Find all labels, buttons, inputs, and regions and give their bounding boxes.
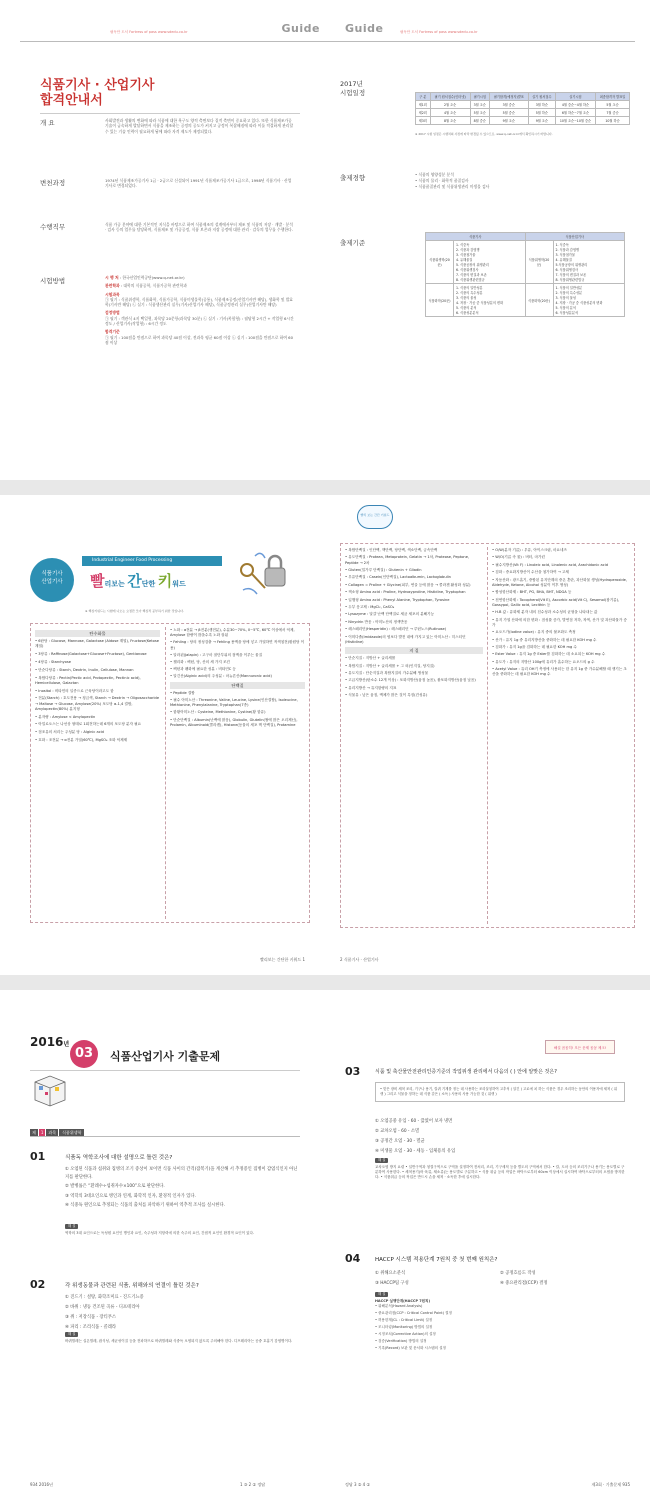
exam-right-page xyxy=(325,990,650,1500)
table-cell: 9월 초순 xyxy=(528,117,555,125)
table-cell: 3월 하순 xyxy=(528,101,555,109)
subject-name: 식품화학(20문) xyxy=(525,284,553,317)
header-logo: Guide xyxy=(345,22,384,35)
subject-items xyxy=(454,284,526,317)
year-label: 2016년 xyxy=(30,1035,70,1049)
page-footer-answers: 1 ③ 2 ② 정답 xyxy=(240,1482,266,1487)
keyword-item: • 단순다당류 : Starch, Dextrin, Inulin, Cellulose, Mannan xyxy=(35,667,134,672)
keyword-item: • Ninydrin 반응 : 아미노산의 정색반응 xyxy=(345,619,408,624)
question-options xyxy=(375,1270,625,1290)
keyword-item: • 펙틴과 팽화에 필요한 성분 : 비타민C 등 xyxy=(170,667,236,672)
schedule-header-row xyxy=(416,93,630,101)
keyword-item: • 시정조치(Corrective Action)의 설정 xyxy=(375,1332,436,1336)
explanation: 해 설 바퀴벌레는 실온벌레, 잡식성, 세균성이질 등을 전파하므로 바퀴벌레와 식중독 오염되지 않도록 주의해야 한다. 디프테리아는 공중 호흡기 감염병이다. xyxy=(65,1332,293,1343)
column-divider xyxy=(487,547,488,924)
header-subtitle: 필독안 도서 Fortress of pass www.sdedu.co.kr xyxy=(400,30,478,34)
table-cell: 9월 초순 xyxy=(489,117,528,125)
keyword-item: • 함황아미노산 : Cysteine, Methionine, Cystine(황 함유) xyxy=(170,710,266,715)
spread-keywords xyxy=(0,495,650,975)
keyword-item: • 유도단백질 : Protean, Metaprotein, Gelatin → 1차, Proteose, Peptone, Peptide → 2차 xyxy=(345,555,470,565)
table-cell: 5월 초순 xyxy=(470,109,489,117)
list-item: 6. 식품위생검사 xyxy=(456,268,479,272)
question-text: 각 위생동물과 관련된 식품, 위해와의 연결이 틀린 것은? xyxy=(65,1283,199,1289)
list-item: 7. 식품의 변질과 보존 xyxy=(555,273,587,277)
table-cell: 제3회 xyxy=(416,117,431,125)
question-text: HACCP 시스템 적용단계 7원칙 중 첫 번째 원칙은? xyxy=(375,1257,498,1263)
table-cell: 10월 하순 xyxy=(596,117,630,125)
keyword-item: • 점조유의 처리는 주성분 당 : Alginic acid xyxy=(35,730,104,735)
explanation: 해 설 HACCP 실행단계(HACCP 7원칙) • 위해분석(Hazard Analysis) • 중요관리점(CCP : Critical Control Point) 결정 • 허용한계(CL : Critical Limit) 설정 • 모니터링(Monitoring) 방법의 설정 • 시정조치(Corrective Action)의 설정 • 검증(Verification) 방법의 설정 • 기록(Record) 보관 및 문서화 시스템의 설정 xyxy=(375,1292,625,1353)
badge-circle: 식품기사 산업기사 xyxy=(30,558,74,602)
table-header-cell: 필기시험 xyxy=(470,93,489,101)
criteria-header: 식품산업기사 xyxy=(525,233,625,241)
table-header-cell: 실기시험 xyxy=(555,93,595,101)
keyword-item: • 아밀로오스는 나선상 형태로 1회전하는데 6개의 포도당 분자 필요 xyxy=(35,722,142,727)
subject-items xyxy=(553,241,625,284)
table-header-cell: 필기 원서접수(인터넷) xyxy=(430,93,470,101)
keyword-item: • 허용한계(CL : Critical Limit) 설정 xyxy=(375,1318,433,1322)
keyword-item: • 천연항산화제 : Tocopherol(Vit E), Ascorbic acid(Vit C), Sesamol(참기름), Gossypol, Gallic acid, Lecithin 등 xyxy=(492,597,620,607)
title-line-1: 식품기사 · 산업기사 xyxy=(40,78,155,93)
list-item: 1. 식중독 xyxy=(456,243,470,247)
keyword-item: • 노화 : α전분 → β전분(생전분), 수분30~70%, 0~5℃, 60℃ 이상에서 억제, Amylose 함량이 많을수록 노화 잘됨 xyxy=(170,628,295,638)
keyword-item: • Peptide 결합 xyxy=(170,690,195,695)
table-cell: 3월 초순 xyxy=(470,101,489,109)
list-item: • 식품품질관리 및 식품위생관리 미생물 검사 xyxy=(415,184,490,189)
keyword-item: • 기록(Record) 보관 및 문서화 시스템의 설정 xyxy=(375,1346,446,1350)
divider xyxy=(30,1136,300,1137)
keyword-item: • 위해분석(Hazard Analysis) xyxy=(375,1304,423,1308)
keyword-item: ① 진드기 : 설탕, 화학조미료 - 진드기뇨증 xyxy=(65,1295,144,1300)
keyword-item: • H.B 값 : 유화제 분자 내의 친수성과 소수성의 균형을 나타내는 값 xyxy=(492,610,598,615)
keyword-item: • O/W(분자 기름) : 우유, 아이스크림, 마요네즈 xyxy=(492,548,567,552)
section-heading: 지 질 xyxy=(345,647,483,654)
keyword-item: ③ 공정간 오염 - 30 - 멸균 xyxy=(375,1139,425,1144)
keyword-item: ① 오염공중 유입 - 60 - 끓였어 보자 냉면 xyxy=(375,1119,453,1124)
section-text: 1974년 식품제조가공기사 1급 · 2급으로 신설되어 1991년 식품제조가공기사 1급으로, 1998년 식품기사 · 산업기사로 변경되었다. xyxy=(105,178,292,189)
page-footer: 2 식품기사 · 산업기사 xyxy=(340,957,379,962)
list-item: 4. 유해물질 xyxy=(555,258,572,262)
table-cell: 2월 초순 xyxy=(430,101,470,109)
list-item: 1. 식중독 xyxy=(555,243,569,247)
keyword-item: • 검화가 : 유지 1g을 검화하는 데 필요한 KOH mg 수 xyxy=(492,644,577,649)
keyword-item: • 검증(Verification) 방법의 설정 xyxy=(375,1339,427,1343)
guide-right-page xyxy=(325,0,650,480)
keyword-item: • 복합단백질 : 인단백, 핵단백, 당단백, 색소단백, 금속단백 xyxy=(345,548,438,552)
table-cell: 3월 중순 xyxy=(489,101,528,109)
spread-guide xyxy=(0,0,650,480)
keyword-item: • 필수 아미노산 : Threonine, Valine, Leucine, Lysine(인산결합), Isoleucine, Methionine, Phenylalanine, Tryptophan(7종) xyxy=(170,698,298,708)
keyword-item: • 복합지질 : 지방산 + 글리세롤 + 그 외(인지질, 당지질) xyxy=(345,663,435,668)
keyword-item: • 분자량 : Amylose < Amylopectin xyxy=(35,714,96,719)
keyword-column-3 xyxy=(345,548,483,701)
keyword-item: • 이미다졸(Imidazole)의 염보다 발전 내에 가지고 있는 아미노산 : 히스티딘(Histidine) xyxy=(345,634,466,644)
page-footer: 빨리보는 간단한 키워드 1 xyxy=(260,957,305,962)
exam-item: 검정방법 ㉠ 필기 : 객관식 4지 택일형, 과목당 20문항(과목당 30분) ㉡ 실기 : 기사(복합형) : 필답형 2시간 + 작업형 6시간 정도 / 산업기사(작업형) : 6시간 정도 xyxy=(105,310,294,327)
list-item: 2. 식품의 특수성분 xyxy=(555,291,583,295)
schedule-label: 2017년 시험일정 xyxy=(340,80,366,97)
list-item: 5. 식품공장의 위생관리 xyxy=(456,263,489,267)
keyword-item: • 식물유 : 낮은 융점, 액체가 많은 것이 특징(건성유) xyxy=(345,693,428,698)
keyword-item: ③ HACCP팀 구성 xyxy=(375,1281,409,1286)
explanation-tag: 해 설 xyxy=(65,1332,78,1337)
spread-exam xyxy=(0,990,650,1500)
keyword-item: • 자동산화 : 광드흡기, 중합된 유지단계의 중온 혼란, 과산화물 생성(Hydroperoxide, Aldehyde, Ketone, Alcohol 성분이 이후 생성) xyxy=(492,577,628,587)
keyword-item: • W/O(기름 속 물) : 버터, 마가린 xyxy=(492,555,545,560)
subject-items xyxy=(553,284,625,317)
question-box: • 맞은 장비 세척 조리, 기구나 용기, 칼퀴 기계를 정는 데 사용하는 조리살칭하여 고추석 ( 알긴 ) 고로에 치 하는 식품은 경우 조리하는 동안의 이용자에 세척 ( 위생 ) 그리고 식물을 정하는 데 식품 같은 ( 소독 ) 사용의 사용 가능한 것 ( 위생 ) xyxy=(375,1082,625,1102)
keyword-item: • 모니터링(Monitoring) 방법의 설정 xyxy=(375,1325,433,1329)
subject-name: 식품화학(20문) xyxy=(426,284,454,317)
keywords-right-page xyxy=(325,495,650,975)
list-item: 2. 식품과 감염병 xyxy=(555,248,580,252)
keyword-item: • 중요관리점(CCP : Critical Control Point) 결정 xyxy=(375,1311,452,1315)
table-row xyxy=(416,117,630,125)
list-item: 4. 저장 · 가공 중 식품성분의 변화 xyxy=(456,301,504,305)
list-item: • 식품의 물리 · 화학적 품질검사 xyxy=(415,178,469,183)
exam-number-badge: 03 xyxy=(70,1040,98,1068)
exam-item: 시험과목 ㉠ 필기 : 식품위생학, 식품화학, 식품가공학, 식품미생물학(공통), 식품제조공정(산업기사만 해당), 생화학 및 발효학(기사만 해당) ㉡ 실기 : 식품생산관리 실무(기사/산업기사 해당), 식품공정관리 실무(산업기사만 해당) xyxy=(105,291,294,308)
subject-items xyxy=(454,241,526,284)
keyword-item: • 젝소형 Amino acid : Proline, Hydroxyproline, Histidine, Tryptophan xyxy=(345,590,466,595)
keyword-banner xyxy=(30,550,310,608)
list-item: 3. 식품의 물성 xyxy=(555,296,576,300)
keyword-item: • 우유단백질 : Casein(인단백질), Lactoalbumin, Lactoglobulin xyxy=(345,575,451,580)
keywords-left-page xyxy=(0,495,325,975)
question-number: 04 xyxy=(345,1252,361,1265)
keyword-item: ② 발병률은 “환례수÷섭취자수×100”으로 판단한다. xyxy=(65,1184,165,1189)
table-row xyxy=(426,241,625,284)
section-text: 사회발전과 생활의 변화에 따라 식품에 대한 욕구도 양적 측면보다 질적 측면이 중요하고 있다. 또한 식품제조가공기술이 급속하게 발달하면서 식품을 제조하는 공정의 공도가 커지고 공정이 복잡해짐에 따라 이를 적절하게 관리할 수 있는 기술 인력이 필요하게 됨에 따라 자격 제도가 제정되었다. xyxy=(105,118,294,134)
exam-item: 시 행 처 : 한국산업인력공단(www.q-net.or.kr) xyxy=(105,275,185,280)
question-number: 02 xyxy=(30,1278,46,1291)
table-cell: 5월 초순 xyxy=(596,101,630,109)
keyword-item: • Fehling : 당의 정성검출 → Fehling 용액을 당에 넣고 가열하면 적색침전(환원당 이용) xyxy=(170,640,305,650)
criteria-table xyxy=(425,232,625,317)
keyword-item: • 알라핀(Jalapin) : 고구마 절단부위의 점액을 이루는 물질 xyxy=(170,652,263,657)
keyword-item: • 4당류 : Starchyose xyxy=(35,660,71,664)
section-heading: 탄수화물 xyxy=(35,630,160,637)
trend-list xyxy=(415,172,489,190)
column-divider xyxy=(165,627,166,919)
table-cell: 4월 중순~4월 하순 xyxy=(555,101,595,109)
question-options xyxy=(65,1294,300,1334)
keyword-item: • Collagen = Proline + Glycine(피부, 연골 등에 많음 → 콜라겐 활성화 성분) xyxy=(345,582,471,587)
page-footer-right: 제3회 · 기출문제 935 xyxy=(591,1482,630,1487)
keyword-item: ④ 중요관리점(CCP) 결정 xyxy=(500,1281,548,1286)
keyword-column-4 xyxy=(492,548,630,680)
question-options xyxy=(65,1166,300,1212)
keyword-item: • 유리지방산 → 유지함량의 지표 xyxy=(345,685,397,690)
keyword-item: • Ester Value : 유지 1g 중 Ester를 검화하는 데 소요되는 KOH mg 수 xyxy=(492,652,606,657)
keyword-item: • 유지 가열 산화에 의한 변화 : 점성률 증가, 발연점 저하, 착색, 산가 및 과산화물가 증가 xyxy=(492,617,627,627)
list-item: 5.식품공장의 위생관리 xyxy=(555,263,588,267)
subject-tag: 제 1 과목 식품위생학 xyxy=(30,1129,84,1137)
banner-ribbon: Industrial Engineer Food Processing xyxy=(82,556,222,566)
list-item: 6. 식품성분분석 xyxy=(456,311,479,315)
question-number: 01 xyxy=(30,1150,46,1163)
page-gap xyxy=(0,975,650,990)
table-row xyxy=(426,284,625,317)
list-item: 8. 식품위생관련법규 xyxy=(555,278,585,282)
keyword-item: ① 오염된 식품과 섭취와 집병의 조기 증상이 보이면 식품 사이의 간격(잠복기)을 계산해 서 추정증인 집병이 감염식인지 아닌지를 판단한다. xyxy=(65,1167,298,1180)
list-item: 8. 식품위생관련법규 xyxy=(456,278,485,282)
keyword-item: • Lysozyme : 달걀 난백 단백질로 세균 세포의 분해기능 xyxy=(345,612,435,617)
page-footer-left: 934 2016년 xyxy=(30,1482,53,1487)
section-text: 식품 가공 분야에 대한 기본적인 지식을 바탕으로 하여 식품제조의 설계에서부터 제조 및 식품의 저장 · 개발 · 분석 · 검사 등의 업무를 담당하며, 식품제조 및 가공공정, 식품 보존과 저장 공정에 대한 관리 · 감독의 업무를 수행한다. xyxy=(105,222,293,233)
stamp-badge: 빨리 보는 간단 키워드 xyxy=(357,505,393,529)
keyword-item: ④ 파리 : 조리식품 - 콜레라 xyxy=(65,1325,117,1330)
list-item: 7. 식품의 변질과 보존 xyxy=(456,273,487,277)
question-options xyxy=(375,1118,625,1158)
guide-left-page xyxy=(0,0,325,480)
keyword-item: • 호화 : 조전분 → α전분 가열(60℃), MgSO₄ 조화 억제제 xyxy=(35,737,128,742)
list-item: 6. 식품성분분석 xyxy=(555,311,579,315)
section-label: 변천과정 xyxy=(40,179,66,187)
explanation: 해 설 역학의 3대 요인으로는 독성원 요인인 병인과 요인, 숙주성과 저항력에 의한 숙주의 요인, 간접적 요인인 환경적 요인이 있다. xyxy=(65,1224,255,1235)
table-cell: 5월 하순 xyxy=(528,109,555,117)
keyword-column-1 xyxy=(35,628,160,746)
list-item: 6. 식품위생검사 xyxy=(555,268,579,272)
table-cell: 5월 중순 xyxy=(489,109,528,117)
keyword-item: • 6탄당 : Glucose, Mannose, Galactose (Aldose 계열), Fructose(Ketose 계열) xyxy=(35,639,159,649)
explanation-tag: 해 설 xyxy=(375,1158,388,1163)
keyword-item: ③ 쥐 : 저장식품 - 장티푸스 xyxy=(65,1315,117,1320)
keyword-item: • 검화 : 중요화지방산이 수산을 첨가하여 → 고체 xyxy=(492,570,569,575)
keyword-item: • 필수지방산(Vit F) : Linoleic acid, Linolenic acid, Arachidonic acid xyxy=(492,562,609,567)
keyword-item: • Inositol : 비타민의 일종으로 근육당이라고도 함 xyxy=(35,688,114,693)
subject-name: 식품위생학(20문) xyxy=(525,241,553,284)
keyword-item: ② 교차오염 - 60 - 소멸 xyxy=(375,1129,420,1134)
table-header-cell: 구 분 xyxy=(416,93,431,101)
explanation-tag: 해 설 xyxy=(65,1224,78,1229)
table-cell: 8월 초순 xyxy=(430,117,470,125)
keyword-item: • 단순단백질 : Albumin(난백에 많음), Globulin, Glutelin(쌀에 많은 오리제닌), Prolamin, Albuminoid(콜라겐), Histone(동물의 세포 핵 단백질), Protamine xyxy=(170,717,298,727)
table-cell: 7월 중순 xyxy=(596,109,630,117)
keyword-item: • 고급지방산(탄소수 12개 이상) : 포화지방산(융점 높음), 불포화지방산(융점 낮음) xyxy=(345,678,476,683)
page-title xyxy=(40,78,154,108)
table-cell: 10월 초순~10월 중순 xyxy=(555,117,595,125)
page-header xyxy=(325,20,635,42)
list-item: 3. 식품의 물성 xyxy=(456,296,477,300)
subject-name: 식품위생학(20문) xyxy=(426,241,454,284)
schedule-note: ※ 2017 시험 일정은 시행처의 사정에 따라 변경될 수 있으므로, www.q-net.or.kr에서 확인하시기 바랍니다. xyxy=(415,132,553,136)
table-row xyxy=(416,101,630,109)
keyword-item: • 요오드가(Iodine value) : 유지 중의 불포화도 측정 xyxy=(492,630,576,635)
keyword-item: • 입행형 Amino acid : Phenyl Alanine, Tryptophan, Tyrosine xyxy=(345,597,450,602)
keyword-item: ③ 역학의 3대요인으로 병인과 연계, 화학적 인자, 환경적 인자가 있다. xyxy=(65,1193,196,1199)
schedule-body xyxy=(416,101,630,125)
list-item: 1. 식품의 일반성분 xyxy=(456,286,483,290)
keyword-item: • 헤스페리딘(Hesperidin) : 헤스페리딘 → 루틴노스(Rutinose) xyxy=(345,627,447,632)
schedule-table xyxy=(415,92,630,125)
list-item: 5. 식품의 분석 xyxy=(555,306,576,310)
list-item: 5. 식품의 분석 xyxy=(456,306,477,310)
keyword-column-2 xyxy=(170,628,305,730)
list-item: 3. 식품첨가물 xyxy=(456,253,476,257)
keyword-item: • 젤리화 : 펙틴, 당, 산의 세 가지 조건 xyxy=(170,660,230,665)
keyword-item: • 복합다당류 : Pectin(Pectic acid, Protopectin, Pectinic acid), Hemicellulose, Galactan xyxy=(35,675,141,685)
divider xyxy=(40,113,300,114)
explanation-tag: 해 설 xyxy=(375,1292,388,1297)
table-cell: 제2회 xyxy=(416,109,431,117)
list-item: 4. 저장 · 가공 중 식품성분의 변화 xyxy=(555,301,603,305)
page-gap xyxy=(0,480,650,495)
trend-label: 출제경향 xyxy=(340,174,366,182)
keyword-item: • 전분(Starch) : 호도전용 → 청금색, Starch → Dextrin → Oligosaccharide → Maltose → Glucose, Amylose(20%) 포도당 α-1,4 결합, Amylopectin(80%) 분지형 xyxy=(35,696,160,711)
banner-title: 빨리보는 간단한 키워드 xyxy=(90,572,186,590)
table-header-cell: 실기 원서접수 xyxy=(528,93,555,101)
exam-item: 합격기준 ㉠ 필기 : 100점을 만점으로 하여 과목당 40점 이상, 전과목 평균 60점 이상 ㉡ 실기 : 100점을 만점으로 하여 60점 이상 xyxy=(105,329,293,345)
page-header xyxy=(20,20,325,42)
list-item: 3. 식품첨가물 xyxy=(555,253,575,257)
stamp-badge: 해설 꼼꼼히! 모든 문제 꼼꼼 체크! xyxy=(545,1040,615,1054)
keyword-item: ② 바퀴 : 냉동 건조된 곡류 - 디프테리아 xyxy=(65,1305,140,1310)
keyword-item: • 유도가 : 유지의 지방산 100g에 유리가 흡수하는 요오드의 g 수 xyxy=(492,659,595,664)
keyword-item: • 3당류 : Raffinose(Galactose+Glucose+Fructose), Gentianose xyxy=(35,652,147,657)
keyword-item: • 알긴산(Alginic acid)의 주성분 : 마뉴론산(Mannuronic acid) xyxy=(170,674,272,679)
keyword-item: • 유도지질 : 단순지질과 복합지질의 가수분해 생성물 xyxy=(345,671,429,676)
criteria-label: 출제기준 xyxy=(340,239,366,247)
list-item: • 식품의 영양성분 분석 xyxy=(415,172,454,177)
table-header-cell: 최종합격자 발표일 xyxy=(596,93,630,101)
keyword-item: ④ 미생물 오염 - 30 - 세동 - 입체용의 유입 xyxy=(375,1149,456,1154)
table-cell: 제1회 xyxy=(416,101,431,109)
exam-item: 관련학과 : 대학의 식품공학, 식품가공학 관련학과 xyxy=(105,283,187,289)
keyword-item: ② 공정흐름도 작성 xyxy=(500,1271,536,1276)
page-footer-answers: 정답 3 ② 4 ① xyxy=(345,1482,371,1487)
section-heading: 단백질 xyxy=(170,682,305,689)
exam-title: 식품산업기사 기출문제 xyxy=(110,1050,221,1063)
keyword-item: • 단순지질 : 지방산 + 글리세롤 xyxy=(345,656,396,661)
section-label: 시험방법 xyxy=(40,277,66,285)
keyword-item: • Acetyl Value : 유리 OH기 측정에 사용되는 한 유지 1g 중 가수분해할 때 생기는 초산을 중화하는 데 필요한 KOH mg 수 xyxy=(492,667,627,677)
keyword-item: ④ 식중독 원인으로 추정되는 식품의 출처를 파악하기 위하여 역추적 조사를 실시한다. xyxy=(65,1203,226,1208)
banner-subtitle: ※ 핵심키워드는 시험에 나오는 요점만 모아 핵심적 공부하기 위한 것입니다. xyxy=(85,609,184,613)
list-item: 1. 식품의 일반성분 xyxy=(555,286,583,290)
exam-method-list xyxy=(105,275,295,345)
exam-left-page xyxy=(0,990,325,1500)
keyword-item: • 두부 응고제 : MgCl₂, CaSO₄ xyxy=(345,604,395,609)
table-cell: 8월 중순 xyxy=(470,117,489,125)
keyword-item: • 합성항산화제 : BHT, PG, BHA, BHT, NDGA 등 xyxy=(492,590,572,595)
criteria-header: 식품기사 xyxy=(426,233,526,241)
explanation: 해 설 교차오염 방지 요령 • 일반구역과 청결구역으로 구역을 설정하여 전처리, 조리, 기구세척 등을 별도의 구역에서 한다. • 칼, 도마 등의 조리기구나 용기는 용도별로 구분하여 사용한다. • 세척용기(어·육류, 채소류)는 용도별로 구분하고 • 식품 취급 등의 작업은 바닥으로부터 60cm 이상에서 실시하여 바닥으로부터의 오염을 방지한다. • 식품취급 등의 작업은 반드시 손을 세척 · 소독한 후에 실시한다. xyxy=(375,1158,625,1179)
keyword-item: • Gluten(밀가루 단백질) : Glutenin + Gliadin xyxy=(345,567,422,572)
table-cell: 6월 하순~7월 초순 xyxy=(555,109,595,117)
list-item: 2. 식품과 감염병 xyxy=(456,248,480,252)
header-logo: Guide xyxy=(281,22,320,35)
cube-illustration xyxy=(25,1072,75,1112)
keyword-item: ① 위해요소분석 xyxy=(375,1271,406,1276)
list-item: 2. 식품의 특수성분 xyxy=(456,291,483,295)
table-cell: 4월 초순 xyxy=(430,109,470,117)
keyword-item: • 산가 : 유지 1g 중 유리지방산을 중화하는 데 필요한 KOH mg 수 xyxy=(492,637,597,642)
question-number: 03 xyxy=(345,1065,361,1078)
header-subtitle: 필독안 도서 Fortress of pass www.sdedu.co.kr xyxy=(110,30,188,34)
question-text: 식품 및 축산물안전관리인증기준의 작업위생 관리에서 다음의 ( ) 안에 알맞은 것은? xyxy=(375,1069,557,1075)
question-text: 식품독 역학조사에 대한 설명으로 틀린 것은? xyxy=(65,1155,173,1161)
section-label: 개 요 xyxy=(40,119,55,127)
table-row xyxy=(416,109,630,117)
section-label: 수행직무 xyxy=(40,223,66,231)
lock-key-illustration xyxy=(235,550,295,600)
title-line-2: 합격안내서 xyxy=(40,93,103,108)
list-item: 4. 유해물질 xyxy=(456,258,473,262)
table-header-cell: 필기합격(예정자)발표 xyxy=(489,93,528,101)
title-underline xyxy=(30,1070,300,1071)
